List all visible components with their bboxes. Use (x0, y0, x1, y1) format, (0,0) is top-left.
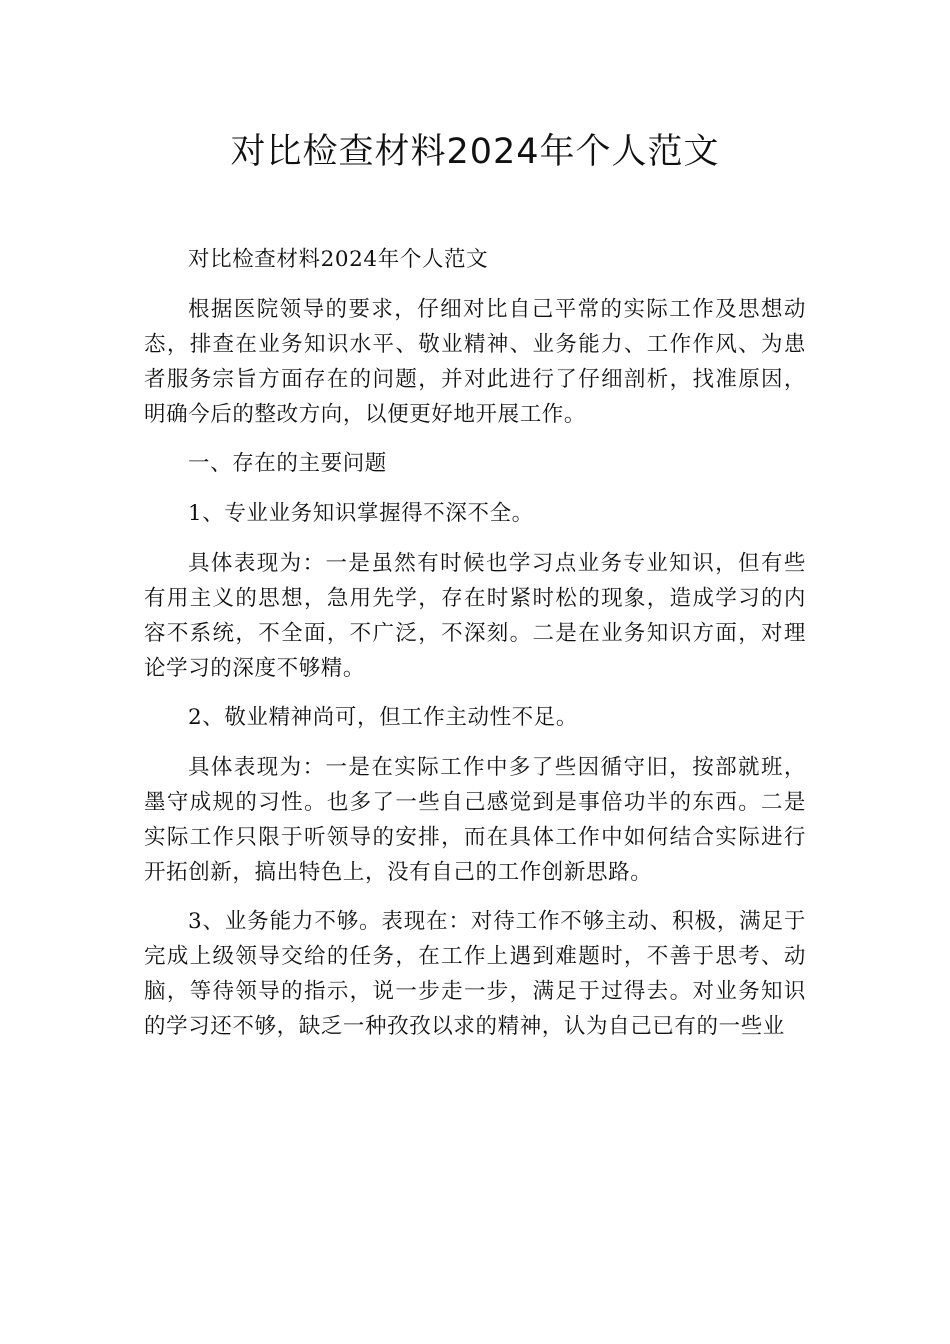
paragraph-intro: 根据医院领导的要求，仔细对比自己平常的实际工作及思想动态，排查在业务知识水平、敬业精神、业务能力、工作作风、为患者服务宗旨方面存在的问题，并对此进行了仔细剖析，找准原因，明确今后的整改方向，以便更好地开展工作。 (144, 297, 806, 427)
document-title: 对比检查材料2024年个人范文 (230, 132, 720, 172)
section-heading-problems: 一、存在的主要问题 (188, 451, 387, 476)
item-heading-2: 2、敬业精神尚可，但工作主动性不足。 (188, 705, 578, 730)
paragraph-item-2-detail: 具体表现为：一是在实际工作中多了些因循守旧，按部就班，墨守成规的习性。也多了一些自己感觉到是事倍功半的东西。二是实际工作只限于听领导的安排，而在具体工作中如何结合实际进行开拓创新，搞出特色上，没有自己的工作创新思路。 (144, 755, 806, 885)
document-body (144, 233, 806, 1049)
paragraph-subtitle: 对比检查材料2024年个人范文 (188, 247, 489, 272)
paragraph-item-3: 3、业务能力不够。表现在：对待工作不够主动、积极，满足于完成上级领导交给的任务，在工作上遇到难题时，不善于思考、动脑，等待领导的指示，说一步走一步，满足于过得去。对业务知识的学习还不够，缺乏一种孜孜以求的精神，认为自己已有的一些业 (144, 909, 806, 1039)
item-heading-1: 1、专业业务知识掌握得不深不全。 (188, 501, 534, 526)
paragraph-item-1-detail: 具体表现为：一是虽然有时候也学习点业务专业知识，但有些有用主义的思想，急用先学，存在时紧时松的现象，造成学习的内容不系统，不全面，不广泛，不深刻。二是在业务知识方面，对理论学习的深度不够精。 (144, 551, 806, 681)
